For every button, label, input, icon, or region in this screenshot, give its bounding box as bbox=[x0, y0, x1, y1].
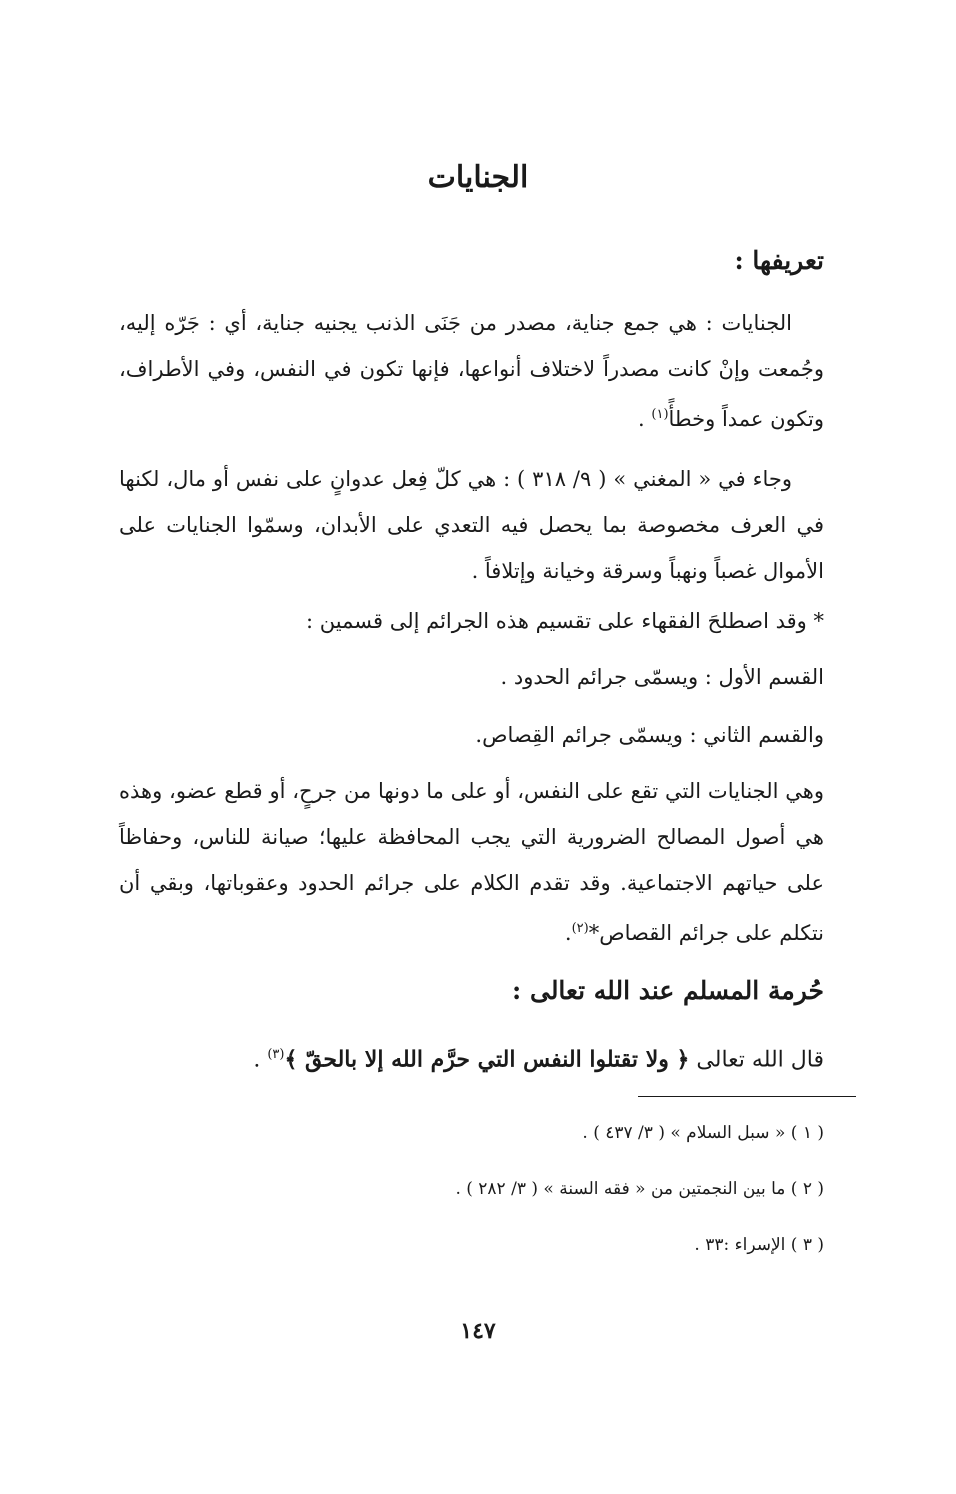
division-line: * وقد اصطلحَ الفقهاء على تقسيم هذه الجرائم إلى قسمين : bbox=[306, 609, 824, 633]
verse-line bbox=[253, 1032, 824, 1083]
part-one-line: القسم الأول : ويسمّى جرائم الحدود . bbox=[500, 665, 824, 689]
verse-intro: قال الله تعالى bbox=[689, 1047, 824, 1073]
paragraph-mughni-text: وجاء في « المغني » ( ٩/ ٣١٨ ) : هي كلّ فِعل عدوانٍ على نفس أو مال، لكنها في العرف مخصوصة بما يحصل فيه التعدي على الأبدان، وسمّوا الجنايات على الأموال غصباً ونهباً وسرقة وخيانة وإتلافاً . bbox=[119, 467, 824, 583]
paragraph-qisas-end: . bbox=[564, 921, 572, 945]
footnote-divider bbox=[638, 1096, 856, 1097]
footnote-ref-3: (٣) bbox=[267, 1047, 285, 1062]
paragraph-definition-end: . bbox=[638, 407, 652, 431]
paragraph-definition-text: الجنايات : هي جمع جناية، مصدر من جَنَى الذنب يجنيه جناية، أي : جَرّه إليه، وجُمعت وإنْ كانت مصدراً لاختلاف أنواعها، فإنها تكون في النفس، وفي الأطراف، وتكون عمداً وخطأً bbox=[119, 311, 824, 431]
paragraph-definition bbox=[119, 300, 824, 442]
footnote-ref-2: (٢) bbox=[571, 921, 589, 936]
part-two-line: والقسم الثاني : ويسمّى جرائم القِصاص. bbox=[475, 723, 824, 747]
page-number: ١٤٧ bbox=[460, 1318, 496, 1344]
footnote-ref-1: (١) bbox=[651, 407, 669, 422]
verse-end: . bbox=[253, 1047, 268, 1073]
paragraph-qisas bbox=[119, 768, 824, 956]
footnote-3: ( ٣ ) الإسراء :٣٣ . bbox=[694, 1235, 824, 1255]
chapter-title: الجنايات bbox=[427, 160, 529, 195]
footnote-2: ( ٢ ) ما بين النجمتين من « فقه السنة » ( ٣/ ٢٨٢ ) . bbox=[455, 1179, 824, 1199]
quran-verse: ﴿ ولا تقتلوا النفس التي حرَّم الله إلا بالحقّ ﴾ bbox=[284, 1046, 690, 1073]
footnote-1: ( ١ ) « سبل السلام » ( ٣/ ٤٣٧ ) . bbox=[582, 1123, 824, 1143]
definition-heading: تعريفها : bbox=[734, 246, 824, 275]
paragraph-qisas-text: وهي الجنايات التي تقع على النفس، أو على ما دونها من جرحٍ، أو قطع عضو، وهذه هي أصول المصالح الضرورية التي يجب المحافظة عليها؛ صيانة للناس، وحفاظاً على حياتهم الاجتماعية. وقد تقدم الكلام على جرائم الحدود وعقوباتها، وبقي أن نتكلم على جرائم القصاص* bbox=[119, 779, 824, 945]
paragraph-mughni bbox=[119, 456, 824, 594]
sanctity-heading: حُرمة المسلم عند الله تعالى : bbox=[512, 976, 824, 1005]
